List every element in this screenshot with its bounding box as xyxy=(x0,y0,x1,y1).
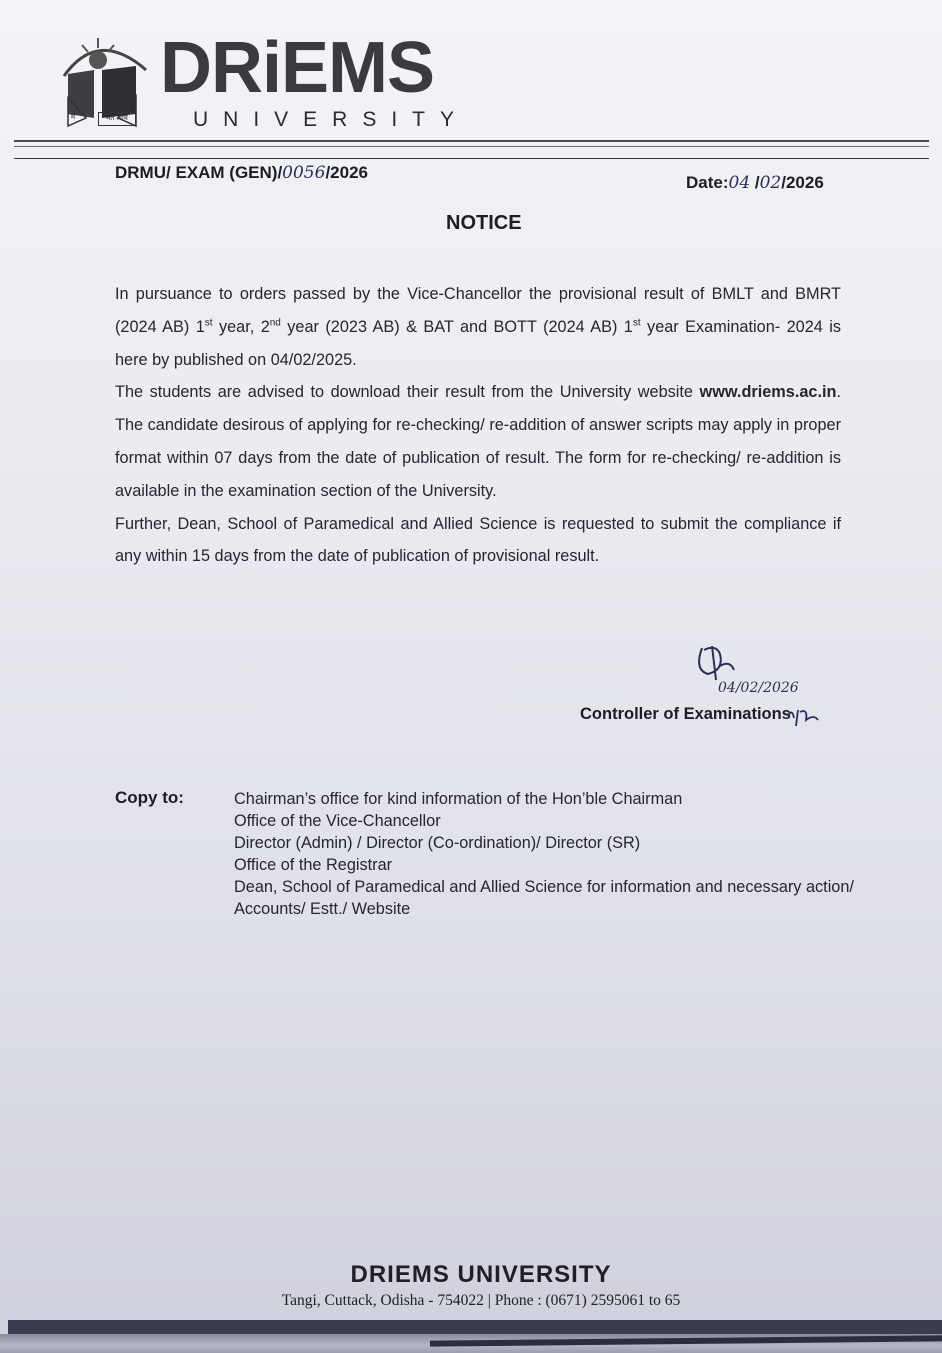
handwritten-day: 04 xyxy=(728,173,751,193)
copy-to-list xyxy=(234,788,854,920)
notice-body xyxy=(115,278,841,573)
notice-title: NOTICE xyxy=(446,212,522,234)
paragraph-compliance: Further, Dean, School of Paramedical and Allied Science is requested to submit the compliance if any within 15 days from the date of publication of provisional result. xyxy=(115,514,841,566)
footer-band xyxy=(8,1320,942,1334)
notice-date: Date:04 /02/2026 xyxy=(686,173,824,193)
handwritten-ref-no: 0056 xyxy=(282,163,326,183)
header-rule-lower xyxy=(14,158,929,159)
signature-date: 04/02/2026 xyxy=(718,680,799,696)
copy-to-item: Chairman’s office for kind information of the Hon’ble Chairman xyxy=(234,790,683,808)
copy-to-label: Copy to: xyxy=(115,788,184,807)
signatory-title: Controller of Examinations xyxy=(580,705,791,723)
footer-university-name: DRIEMS UNIVERSITY xyxy=(350,1261,612,1288)
copy-to-item: Accounts/ Estt./ Website xyxy=(234,900,411,918)
copy-to-item: Dean, School of Paramedical and Allied Science for information and necessary action/ xyxy=(234,878,854,896)
copy-to-item: Office of the Vice-Chancellor xyxy=(234,812,441,830)
paragraph-download: The students are advised to download their result from the University website www.driems.ac.in. The candidate desirous of applying for re-checking/ re-addition of answer scripts may apply in proper format within 07 days from the date of publication of result. The form for re-checking/ re-addition is available in the examination section of the University. xyxy=(115,383,841,500)
copy-to-item: Director (Admin) / Director (Co-ordination)/ Director (SR) xyxy=(234,834,641,852)
paragraph-result: In pursuance to orders passed by the Vice-Chancellor the provisional result of BMLT and BMRT (2024 AB) 1st year, 2nd year (2023 AB) & BAT and BOTT (2024 AB) 1st year Examination- 2024 is here by published on 04/02/2025. xyxy=(115,285,841,369)
footer-address: Tangi, Cuttack, Odisha - 754022 | Phone : (0671) 2595061 to 65 xyxy=(281,1292,681,1309)
motto-text: मते त्वयि xyxy=(98,112,136,126)
initials-icon xyxy=(786,706,822,728)
brand-name: DRiEMS xyxy=(160,28,435,108)
copy-to-item: Office of the Registrar xyxy=(234,856,393,874)
brand-subtitle: UNIVERSITY xyxy=(193,108,470,131)
signature-icon xyxy=(690,640,825,700)
header-rule-thin xyxy=(14,146,929,147)
reference-number: DRMU/ EXAM (GEN)/0056/2026 xyxy=(115,163,368,183)
handwritten-month: 02 xyxy=(759,173,782,193)
header-rule xyxy=(14,140,929,142)
website-link[interactable]: www.driems.ac.in xyxy=(699,383,837,402)
motto-mark: म xyxy=(70,114,76,121)
